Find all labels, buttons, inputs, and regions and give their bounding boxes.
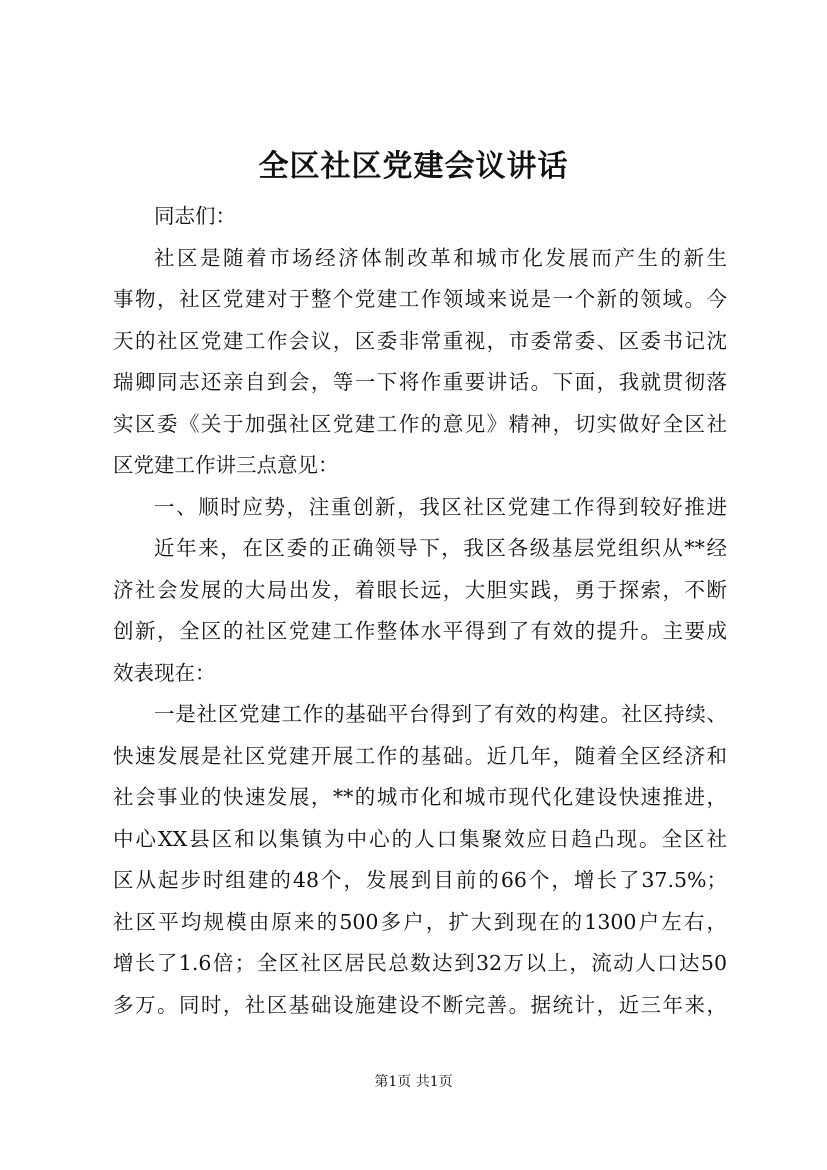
body-line: 快速发展是社区党建开展工作的基础。近几年，随着全区经济和	[113, 743, 727, 768]
body-line: 近年来，在区委的正确领导下，我区各级基层党组织从**经	[154, 536, 727, 560]
body-line: 增长了1.6倍；全区社区居民总数达到32万以上，流动人口达50	[113, 951, 727, 975]
body-line: 社区平均规模由原来的500多户，扩大到现在的1300户左右，	[113, 909, 727, 934]
body-line: 济社会发展的大局出发，着眼长远，大胆实践，勇于探索，不断	[113, 577, 727, 602]
body-line: 一是社区党建工作的基础平台得到了有效的构建。社区持续、	[154, 702, 727, 726]
body-line: 区党建工作讲三点意见：	[113, 453, 339, 477]
body-line: 效表现在：	[113, 660, 216, 685]
document-body	[113, 196, 727, 1026]
section-heading-line: 一、顺时应势，注重创新，我区社区党建工作得到较好推进	[154, 494, 727, 519]
body-line: 多万。同时，社区基础设施建设不断完善。据统计，近三年来，	[113, 992, 727, 1017]
body-line: 中心XX县区和以集镇为中心的人口集聚效应日趋凸现。全区社	[113, 826, 727, 851]
body-line: 天的社区党建工作会议，区委非常重视，市委常委、区委书记沈	[113, 328, 727, 353]
body-line: 创新，全区的社区党建工作整体水平得到了有效的提升。主要成	[113, 619, 727, 643]
body-line: 实区委《关于加强社区党建工作的意见》精神，切实做好全区社	[113, 411, 727, 436]
body-line: 瑞卿同志还亲自到会，等一下将作重要讲话。下面，我就贯彻落	[113, 370, 727, 394]
body-line: 事物，社区党建对于整个党建工作领域来说是一个新的领域。今	[113, 287, 727, 311]
body-line: 社区是随着市场经济体制改革和城市化发展而产生的新生	[154, 245, 727, 270]
body-line: 区从起步时组建的48个，发展到目前的66个，增长了37.5%；	[113, 868, 727, 892]
document-title: 全区社区党建会议讲话	[258, 149, 569, 184]
body-line: 社会事业的快速发展，**的城市化和城市现代化建设快速推进，	[113, 785, 727, 809]
page-footer: 第1页 共1页	[374, 1074, 453, 1090]
salutation-line: 同志们：	[154, 204, 236, 228]
